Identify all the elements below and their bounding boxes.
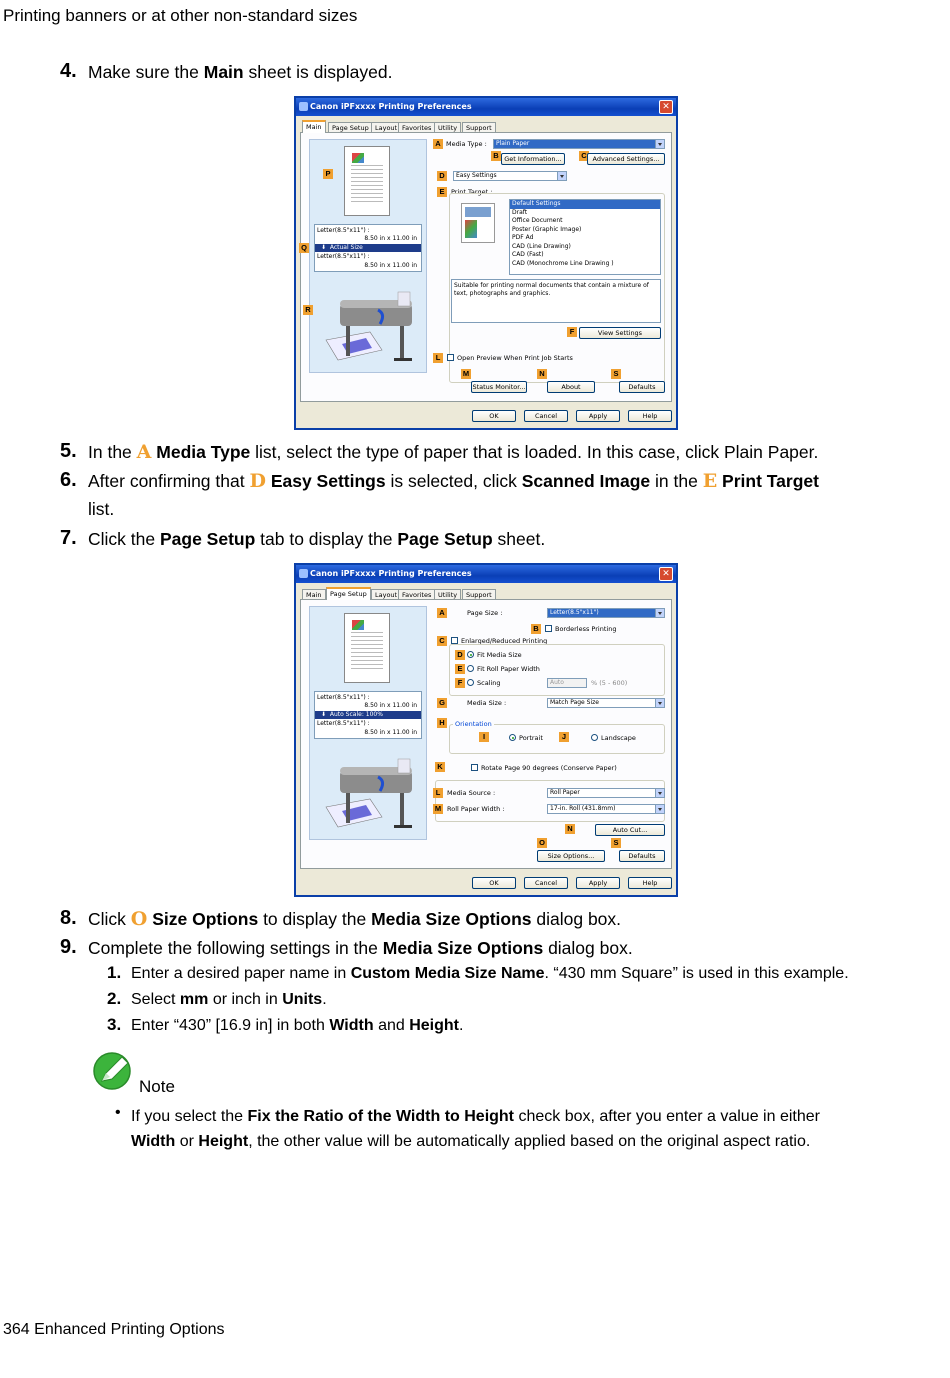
fit-media-size-radio[interactable] — [467, 651, 474, 658]
step-6 — [0, 469, 950, 521]
step-9 — [0, 936, 950, 960]
substep-1 — [0, 963, 950, 985]
media-type-select[interactable]: Plain Paper — [493, 139, 665, 149]
printing-preferences-dialog-main — [294, 96, 678, 430]
substep-text: Select mm or inch in Units. — [131, 991, 327, 1008]
orientation-label: Orientation — [455, 720, 492, 728]
about-button[interactable]: About — [547, 381, 595, 393]
label-a: A — [433, 139, 443, 149]
chevron-down-icon — [655, 140, 664, 148]
step-number: 4. — [60, 60, 77, 82]
label-n: N — [565, 824, 575, 834]
borderless-checkbox[interactable] — [545, 625, 552, 632]
rotate-page-label: Rotate Page 90 degrees (Conserve Paper) — [481, 764, 617, 772]
scaling-label: Scaling — [477, 679, 501, 687]
status-monitor-button[interactable]: Status Monitor... — [472, 383, 526, 391]
label-k: K — [435, 762, 445, 772]
step-number: 5. — [60, 440, 77, 462]
note-title: Note — [139, 1077, 175, 1096]
help-button[interactable]: Help — [628, 877, 672, 889]
defaults-button[interactable]: Defaults — [619, 850, 665, 862]
tab-support[interactable]: Support — [462, 589, 496, 599]
list-item[interactable]: Default Settings — [510, 200, 660, 209]
size-info: Letter(8.5"x11") : 8.50 in x 11.00 in ⬇ Auto Scale: 100% Letter(8.5"x11") : 8.50 in x 11.00 in — [314, 691, 422, 739]
portrait-radio[interactable] — [509, 734, 516, 741]
list-item[interactable]: CAD (Fast) — [512, 251, 544, 258]
print-target-list[interactable] — [509, 199, 661, 275]
dialog-titlebar: Canon iPFxxxx Printing Preferences — [296, 98, 676, 116]
label-p: P — [323, 169, 333, 179]
step-7 — [0, 527, 950, 551]
fit-roll-label: Fit Roll Paper Width — [477, 665, 540, 673]
size-options-button[interactable]: Size Options... — [537, 850, 605, 862]
tab-utility[interactable]: Utility — [434, 589, 461, 599]
list-item[interactable]: CAD (Line Drawing) — [512, 242, 571, 250]
tab-main[interactable]: Main — [302, 120, 326, 133]
label-g: G — [437, 698, 447, 708]
fit-media-label: Fit Media Size — [477, 651, 522, 659]
tab-main[interactable]: Main — [302, 589, 326, 599]
tab-favorites[interactable]: Favorites — [398, 589, 435, 599]
printer-icon — [299, 102, 308, 111]
print-target-label: Print Target : — [451, 188, 493, 196]
media-source-select[interactable]: Roll Paper — [547, 788, 665, 798]
roll-width-label: Roll Paper Width : — [447, 805, 505, 813]
label-c: C — [579, 151, 589, 161]
substep-2 — [0, 989, 950, 1011]
label-q: Q — [299, 243, 309, 253]
label-r: R — [303, 305, 313, 315]
size-info: Letter(8.5"x11") : 8.50 in x 11.00 in ⬇ Actual Size Letter(8.5"x11") : 8.50 in x 11.00 in — [314, 224, 422, 272]
open-preview-label: Open Preview When Print Job Starts — [457, 354, 573, 362]
substep-text: Enter a desired paper name in Custom Media Size Name. “430 mm Square” is used in this example. — [131, 965, 849, 982]
label-f: F — [567, 327, 577, 337]
media-size-select[interactable]: Match Page Size — [547, 698, 665, 708]
tab-layout[interactable]: Layout — [371, 589, 401, 599]
label-s: S — [611, 369, 621, 379]
substep-number: 2. — [107, 989, 122, 1008]
enlarged-reduced-checkbox[interactable] — [451, 637, 458, 644]
dialog-titlebar: Canon iPFxxxx Printing Preferences — [296, 565, 676, 583]
list-item[interactable]: PDF Ad — [512, 234, 534, 241]
media-source-label: Media Source : — [447, 789, 496, 797]
printer-icon — [299, 569, 308, 578]
chevron-down-icon — [655, 805, 664, 813]
close-button[interactable]: ✕ — [659, 567, 673, 581]
label-a: A — [437, 608, 447, 618]
step-text: Complete the following settings in the Media Size Options dialog box. — [88, 938, 633, 958]
label-s: S — [611, 838, 621, 848]
label-c: C — [437, 636, 447, 646]
main-panel — [300, 132, 672, 402]
label-l: L — [433, 353, 443, 363]
substep-number: 3. — [107, 1015, 122, 1034]
tab-layout[interactable]: Layout — [371, 122, 401, 132]
page-size-label: Page Size : — [467, 609, 503, 617]
cancel-button[interactable]: Cancel — [524, 877, 568, 889]
step-text: Click O Size Options to display the Media Size Options dialog box. — [88, 908, 622, 930]
landscape-label: Landscape — [601, 734, 636, 742]
step-text: After confirming that D Easy Settings is selected, click Scanned Image in the E Print Target — [88, 470, 819, 492]
close-button[interactable]: ✕ — [659, 100, 673, 114]
advanced-settings-button[interactable]: Advanced Settings... — [587, 153, 665, 165]
tab-favorites[interactable]: Favorites — [398, 122, 435, 132]
chevron-down-icon — [655, 609, 664, 617]
size-highlight: ⬇ Actual Size — [315, 244, 421, 252]
page-header: Printing banners or at other non-standard sizes — [3, 6, 358, 25]
scaling-range: % (5 - 600) — [591, 679, 628, 687]
label-b: B — [491, 151, 501, 161]
label-m: M — [434, 804, 442, 813]
printer-illustration — [320, 286, 420, 368]
apply-button[interactable]: Apply — [576, 877, 620, 889]
list-item[interactable]: Poster (Graphic Image) — [512, 225, 582, 233]
chevron-down-icon — [557, 172, 566, 180]
label-b: B — [531, 624, 541, 634]
help-button[interactable]: Help — [628, 410, 672, 422]
label-m: M — [462, 369, 470, 378]
roll-width-select[interactable]: 17-in. Roll (431.8mm) — [547, 804, 665, 814]
defaults-button[interactable]: Defaults — [619, 381, 665, 393]
tab-page-setup[interactable]: Page Setup — [326, 587, 371, 600]
media-source-group — [435, 780, 665, 822]
label-h: H — [437, 718, 447, 728]
get-information-button[interactable]: Get Information... — [501, 153, 565, 165]
step-8 — [0, 907, 950, 931]
auto-cut-button[interactable]: Auto Cut... — [595, 824, 665, 836]
portrait-label: Portrait — [519, 734, 543, 742]
printer-illustration — [320, 753, 420, 835]
target-preview-icon — [461, 203, 495, 243]
label-i: I — [479, 732, 489, 742]
fit-roll-width-radio[interactable] — [467, 665, 474, 672]
tab-support[interactable]: Support — [462, 122, 496, 132]
scaling-input[interactable]: Auto — [547, 678, 587, 688]
label-e: E — [437, 187, 447, 197]
media-size-label: Media Size : — [467, 699, 507, 707]
label-o: O — [537, 838, 547, 848]
label-n: N — [537, 369, 547, 379]
step-number: 7. — [60, 527, 77, 549]
list-item[interactable]: Office Document — [512, 217, 563, 224]
note-pencil-icon — [92, 1051, 134, 1091]
substep-3 — [0, 1015, 950, 1037]
rotate-page-checkbox[interactable] — [471, 764, 478, 771]
size-highlight: ⬇ Auto Scale: 100% — [315, 711, 421, 719]
note-text: If you select the Fix the Ratio of the Width to Height check box, after you enter a value in either Width or Height, the other value will be automatically applied based on the original aspect ratio. — [131, 1108, 820, 1150]
apply-button[interactable]: Apply — [576, 410, 620, 422]
step-5 — [0, 440, 950, 464]
preview-area — [309, 606, 427, 840]
chevron-down-icon — [655, 699, 664, 707]
ok-button[interactable]: OK — [472, 877, 516, 889]
page-setup-panel — [300, 599, 672, 869]
label-j: J — [559, 732, 569, 742]
page-preview — [344, 146, 390, 216]
label-d: D — [437, 171, 447, 181]
step-text: Make sure the Main sheet is displayed. — [88, 62, 393, 82]
substep-number: 1. — [107, 963, 122, 982]
enlarged-reduced-label: Enlarged/Reduced Printing — [461, 637, 548, 645]
scaling-radio[interactable] — [467, 679, 474, 686]
ok-button[interactable]: OK — [472, 410, 516, 422]
description-box: Suitable for printing normal documents that contain a mixture of text, photographs and graphics. — [451, 279, 661, 323]
tab-page-setup[interactable]: Page Setup — [328, 122, 373, 132]
easy-settings-select[interactable]: Easy Settings — [453, 171, 567, 181]
media-type-label: Media Type : — [446, 140, 487, 148]
page-size-select[interactable]: Letter(8.5"x11") — [547, 608, 665, 618]
list-item[interactable]: CAD (Monochrome Line Drawing ) — [512, 259, 614, 267]
landscape-radio[interactable] — [591, 734, 598, 741]
list-item[interactable]: Draft — [512, 208, 528, 216]
step-number: 6. — [60, 469, 77, 491]
borderless-label: Borderless Printing — [555, 625, 617, 633]
chevron-down-icon — [655, 789, 664, 797]
cancel-button[interactable]: Cancel — [524, 410, 568, 422]
step-text: Click the Page Setup tab to display the Page Setup sheet. — [88, 529, 546, 549]
page-footer: 364 Enhanced Printing Options — [3, 1321, 225, 1338]
tab-utility[interactable]: Utility — [434, 122, 461, 132]
label-l: L — [433, 788, 443, 798]
step-text-line2: list. — [88, 499, 115, 519]
step-number: 9. — [60, 936, 77, 958]
label-d: D — [455, 650, 465, 660]
step-number: 8. — [60, 907, 77, 929]
label-e: E — [455, 664, 465, 674]
note-bullet: • — [115, 1104, 121, 1121]
printing-preferences-dialog-page-setup — [294, 563, 678, 897]
open-preview-checkbox[interactable] — [447, 354, 454, 361]
view-settings-button[interactable]: View Settings — [579, 327, 661, 339]
step-4 — [0, 60, 950, 84]
label-f: F — [455, 678, 465, 688]
page-preview — [344, 613, 390, 683]
substep-text: Enter “430” [16.9 in] in both Width and Height. — [131, 1017, 464, 1034]
step-text: In the A Media Type list, select the type of paper that is loaded. In this case, click Plain Paper. — [88, 441, 819, 463]
